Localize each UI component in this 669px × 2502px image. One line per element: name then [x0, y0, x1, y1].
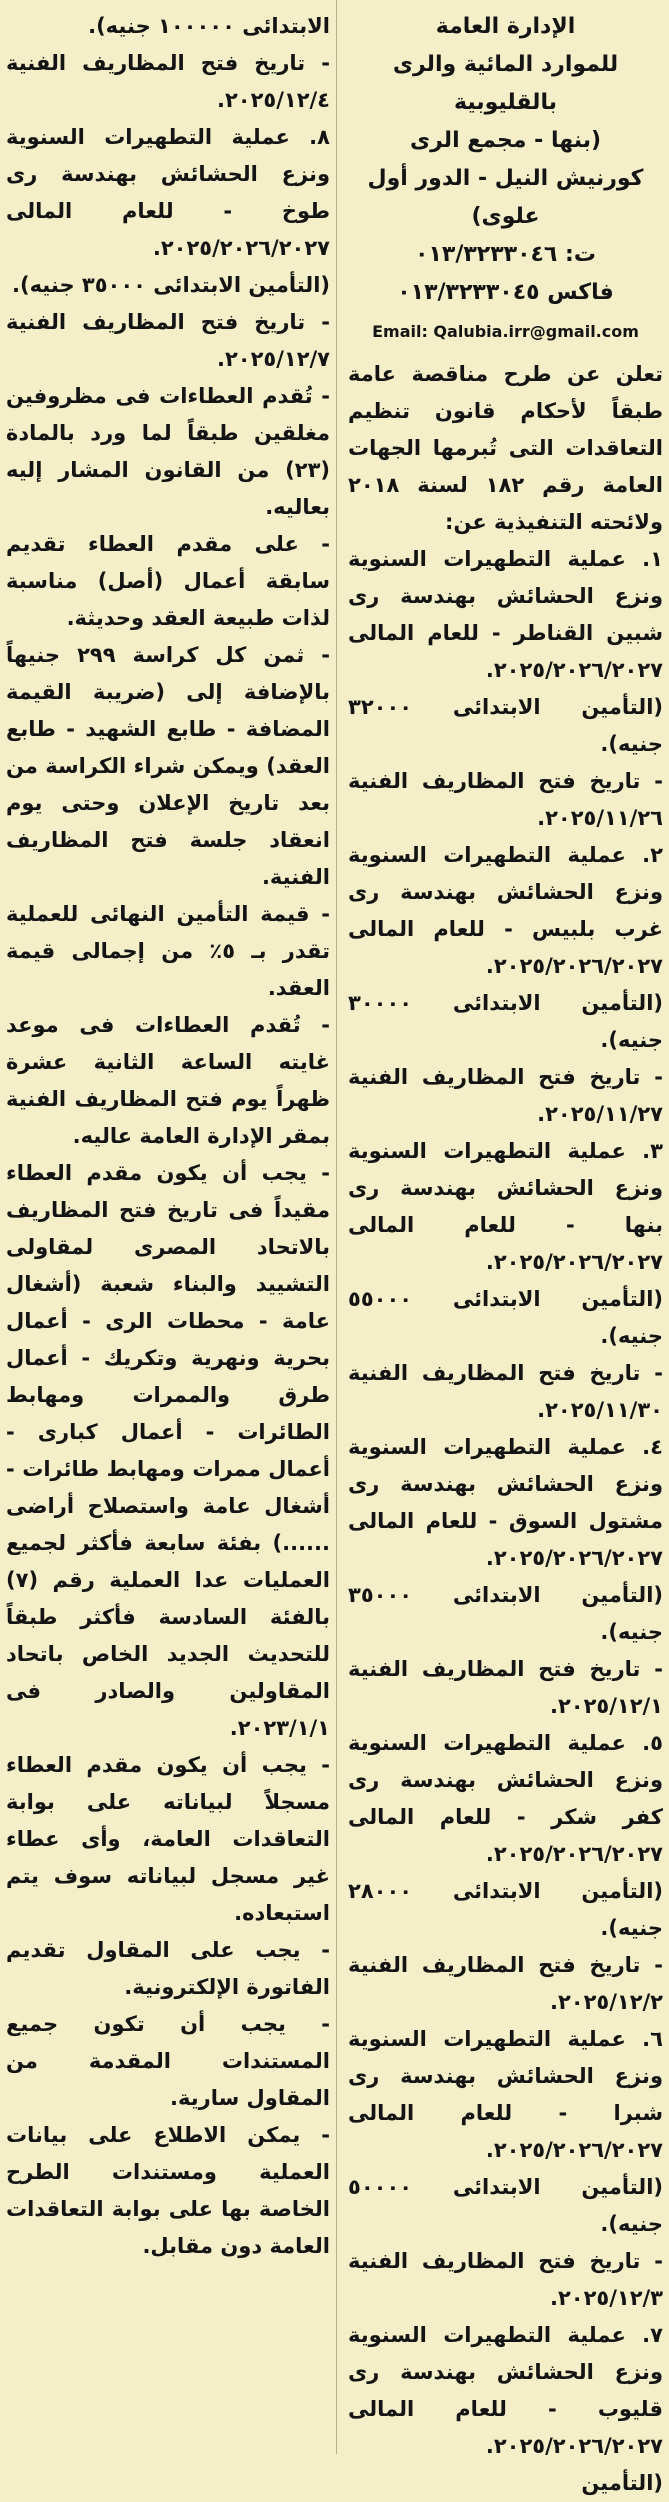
left-column: [0, 0, 336, 2454]
condition-item: - يجب أن تكون جميع المستندات المقدمة من المقاول سارية.: [6, 2012, 330, 2110]
condition-item: - تُقدم العطاءات فى موعد غايته الساعة الثانية عشرة ظهراً يوم فتح المظاريف الفنية بمقر الإدارة العامة عاليه.: [6, 1013, 330, 1148]
condition-item: - ثمن كل كراسة ٢٩٩ جنيهاً بالإضافة إلى (ضريبة القيمة المضافة - طابع الشهيد - طابع العقد) ويمكن شراء الكراسة من بعد تاريخ الإعلان وحتى يوم انعقاد جلسة فتح المظاريف الفنية.: [6, 643, 331, 889]
tender-item-title: ٤. عملية التطهيرات السنوية ونزع الحشائش بهندسة رى مشتول السوق - للعام المالى ٢٠٢٥/٢٠٢٦/٢٠٢٧.: [348, 1435, 663, 1570]
tender-item-guarantee: (التأمين الابتدائى ٣٠٠٠٠ جنيه).: [348, 991, 663, 1052]
tender-item-title: ٢. عملية التطهيرات السنوية ونزع الحشائش بهندسة رى غرب بلبيس - للعام المالى ٢٠٢٥/٢٠٢٦/٢٠٢٧.: [348, 843, 663, 978]
org-name-line1: الإدارة العامة: [435, 14, 576, 39]
tender-item-guarantee: (التأمين الابتدائى ٣٥٠٠٠ جنيه).: [348, 1583, 663, 1644]
org-name-line3: (بنها - مجمع الرى: [409, 128, 602, 153]
tender-item-title: ٨. عملية التطهيرات السنوية ونزع الحشائش بهندسة رى طوخ - للعام المالى ٢٠٢٥/٢٠٢٦/٢٠٢٧.: [6, 125, 330, 260]
condition-item: - يجب أن يكون مقدم العطاء مسجلاً لبياناته على بوابة التعاقدات العامة، وأى عطاء غير مسجل لبياناته سوف يتم استبعاده.: [6, 1753, 330, 1925]
tender-item-6: [348, 2021, 663, 2317]
tender-item-guarantee: (التأمين الابتدائى ٥٥٠٠٠ جنيه).: [348, 1287, 663, 1348]
fax-number: فاكس ٠١٣/٣٢٣٣٠٤٥: [397, 280, 614, 305]
tender-item-date: - تاريخ فتح المظاريف الفنية ٢٠٢٥/١٢/٧.: [6, 310, 330, 371]
address-line2: علوى): [471, 204, 540, 229]
tender-item-7: [348, 2317, 663, 2502]
intro-text: تعلن عن طرح مناقصة عامة طبقاً لأحكام قانون تنظيم التعاقدات التى تُبرمها الجهات العامة رقم ١٨٢ لسنة ٢٠١٨ ولائحته التنفيذية عن:: [348, 362, 663, 534]
tender-item-date: - تاريخ فتح المظاريف الفنية ٢٠٢٥/١٢/١.: [348, 1657, 663, 1718]
tender-item-date: - تاريخ فتح المظاريف الفنية ٢٠٢٥/١٢/٢.: [348, 1953, 663, 2014]
tender-item-date: - تاريخ فتح المظاريف الفنية ٢٠٢٥/١٢/٣.: [348, 2249, 663, 2310]
tender-item-date: - تاريخ فتح المظاريف الفنية ٢٠٢٥/١١/٢٦.: [348, 769, 663, 830]
tender-item-title: ١. عملية التطهيرات السنوية ونزع الحشائش بهندسة رى شبين القناطر - للعام المالى ٢٠٢٥/٢٠٢٦/٢٠٢٧.: [348, 547, 663, 682]
tender-item-guarantee: (التأمين الابتدائى ٥٠٠٠٠ جنيه).: [348, 2175, 663, 2236]
condition-item: - على مقدم العطاء تقديم سابقة أعمال (أصل) مناسبة لذات طبيعة العقد وحديثة.: [6, 532, 330, 630]
tender-item-title: ٣. عملية التطهيرات السنوية ونزع الحشائش بهندسة رى بنها - للعام المالى ٢٠٢٥/٢٠٢٦/٢٠٢٧.: [348, 1139, 663, 1274]
condition-item: - يمكن الاطلاع على بيانات العملية ومستندات الطرح الخاصة بها على بوابة التعاقدات العامة دون مقابل.: [6, 2123, 330, 2258]
right-column: [342, 0, 669, 2495]
tender-item-guarantee-start: (التأمين: [581, 2471, 663, 2495]
announcement-header: [348, 8, 663, 312]
tender-item-8: [6, 119, 330, 378]
tender-item-guarantee: (التأمين الابتدائى ٢٨٠٠٠ جنيه).: [348, 1879, 663, 1940]
column-divider: [336, 0, 337, 2454]
tender-item-guarantee-continued: الابتدائى ١٠٠٠٠٠ جنيه).: [88, 14, 330, 38]
tender-item-guarantee: (التأمين الابتدائى ٣٢٠٠٠ جنيه).: [348, 695, 663, 756]
tender-item-3: [348, 1133, 663, 1429]
condition-item: - يجب على المقاول تقديم الفاتورة الإلكترونية.: [6, 1938, 330, 1999]
condition-item: - تُقدم العطاءات فى مظروفين مغلقين طبقاً لما ورد بالمادة (٢٣) من القانون المشار إليه بعاليه.: [6, 384, 330, 519]
condition-item: - قيمة التأمين النهائى للعملية تقدر بـ ٥٪ من إجمالى قيمة العقد.: [6, 902, 331, 1000]
tender-item-5: [348, 1725, 663, 2021]
tender-item-title: ٥. عملية التطهيرات السنوية ونزع الحشائش بهندسة رى كفر شكر - للعام المالى ٢٠٢٥/٢٠٢٦/٢٠٢٧.: [348, 1731, 663, 1866]
tender-item-4: [348, 1429, 663, 1725]
tender-item-title: ٧. عملية التطهيرات السنوية ونزع الحشائش بهندسة رى قليوب - للعام المالى ٢٠٢٥/٢٠٢٦/٢٠٢٧.: [348, 2323, 663, 2458]
address-line1: كورنيش النيل - الدور أول: [367, 166, 644, 191]
tender-item-title: ٦. عملية التطهيرات السنوية ونزع الحشائش بهندسة رى شبرا - للعام المالى ٢٠٢٥/٢٠٢٦/٢٠٢٧.: [348, 2027, 663, 2162]
tender-item-date: - تاريخ فتح المظاريف الفنية ٢٠٢٥/١٢/٤.: [6, 51, 330, 112]
tender-item-1: [348, 541, 663, 837]
tender-item-2: [348, 837, 663, 1133]
tender-item-guarantee: (التأمين الابتدائى ٣٥٠٠٠ جنيه).: [12, 273, 330, 297]
phone-number: ت: ٠١٣/٣٢٣٣٠٤٦: [415, 242, 596, 267]
email-address: Email: Qalubia.irr@gmail.com: [372, 322, 639, 341]
conditions-list: [6, 378, 330, 2265]
condition-item: - يجب أن يكون مقدم العطاء مقيداً فى تاريخ فتح المظاريف بالاتحاد المصرى لمقاولى التشييد والبناء شعبة (أشغال عامة - محطات الرى - أعمال بحرية ونهرية وتكريك - أعمال طرق والممرات ومهابط الطائرات - أعمال كبارى - أعمال ممرات ومهابط طائرات - أشغال عامة واستصلاح أراضى ......) بفئة سابعة فأكثر لجميع العمليات عدا العملية رقم (٧) بالفئة السادسة فأكثر طبقاً للتحديث الجديد الخاص باتحاد المقاولين والصادر فى ٢٠٢٣/١/١.: [6, 1161, 330, 1740]
tender-item-date: - تاريخ فتح المظاريف الفنية ٢٠٢٥/١١/٣٠.: [348, 1361, 663, 1422]
tender-item-date: - تاريخ فتح المظاريف الفنية ٢٠٢٥/١١/٢٧.: [348, 1065, 663, 1126]
org-name-line2: للموارد المائية والرى بالقليوبية: [392, 52, 619, 115]
